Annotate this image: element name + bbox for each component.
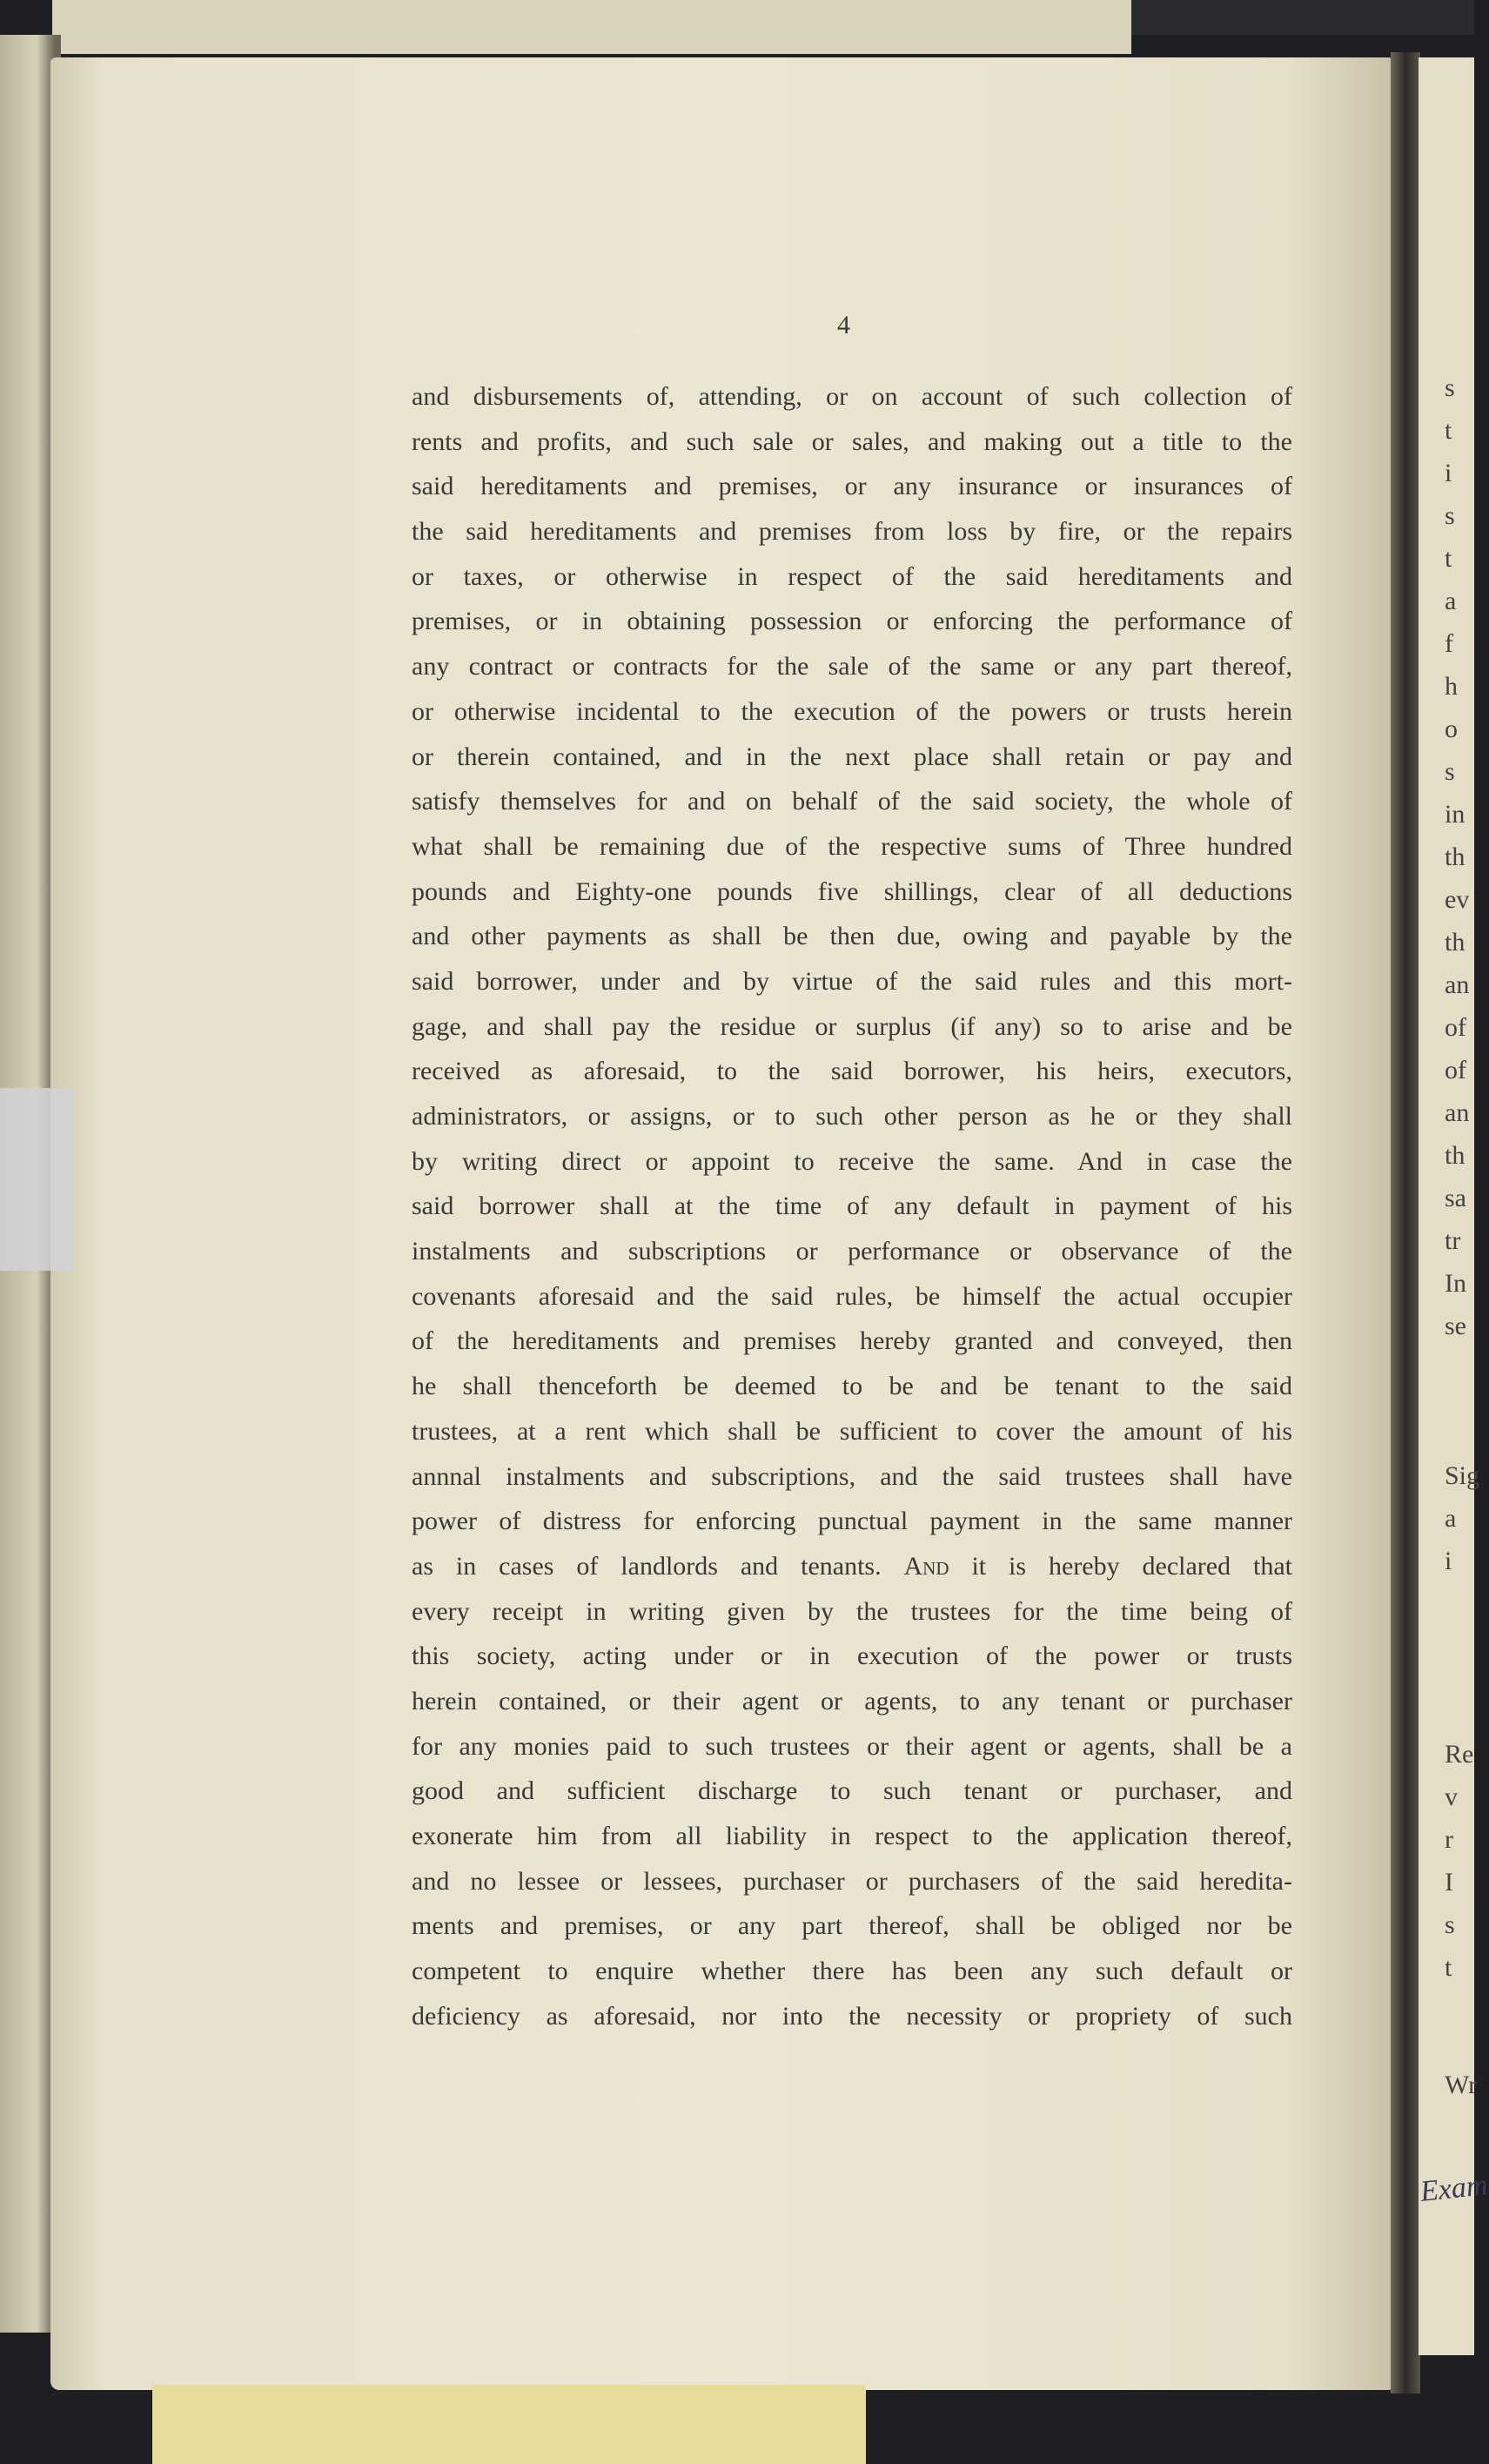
facing-page-fragment: i — [1445, 1547, 1452, 1575]
facing-page-fragment: Sig — [1445, 1461, 1480, 1490]
text-line-content: and other payments as shall be then due, owing and payable by the — [412, 922, 1292, 951]
facing-page-fragment: in — [1445, 800, 1466, 829]
text-line — [412, 1859, 1292, 1904]
text-line-content: or taxes, or otherwise in respect of the said hereditaments and — [412, 561, 1292, 591]
text-line-content: for any monies paid to such trustees or their agent or agents, shall be a — [412, 1731, 1292, 1761]
text-line-content: good and sufficient discharge to such tenant or purchaser, and — [412, 1776, 1292, 1806]
text-line-content: what shall be remaining due of the respective sums of Three hundred — [412, 831, 1292, 861]
text-line — [412, 599, 1292, 644]
facing-page-fragment: th — [1445, 928, 1466, 957]
facing-page-fragment: tr — [1445, 1226, 1461, 1255]
text-line — [412, 1454, 1292, 1500]
facing-page-fragment: i — [1445, 459, 1452, 487]
text-line-content: ments and premises, or any part thereof, shall be obliged nor be — [412, 1911, 1292, 1941]
facing-page-fragment: se — [1445, 1312, 1466, 1340]
text-line-content: trustees, at a rent which shall be sufficient to cover the amount of his — [412, 1416, 1292, 1446]
text-line — [412, 644, 1292, 689]
text-line-content: annnal instalments and subscriptions, and the said trustees shall have — [412, 1461, 1292, 1491]
text-line — [412, 1319, 1292, 1364]
facing-page-fragment: of — [1445, 1013, 1466, 1042]
facing-page-fragments — [1445, 1454, 1479, 1582]
facing-page-fragments — [1445, 1733, 1473, 1989]
text-line-content: said borrower, under and by virtue of the said rules and this mort- — [412, 966, 1292, 996]
text-line — [412, 1634, 1292, 1679]
facing-page — [1419, 57, 1489, 2355]
facing-page-fragment: th — [1445, 1141, 1466, 1170]
text-line — [412, 1814, 1292, 1859]
tape-strip — [0, 1088, 74, 1271]
text-line-content: pounds and Eighty-one pounds five shillings, clear of all deductions — [412, 876, 1292, 906]
text-line — [412, 420, 1292, 465]
text-line — [412, 1903, 1292, 1949]
text-line-content: received as aforesaid, to the said borrower, his heirs, executors, — [412, 1057, 1292, 1086]
facing-page-fragment: s — [1445, 501, 1455, 530]
text-line-content: and disbursements of, attending, or on account of such collection of — [412, 382, 1292, 411]
facing-page-fragment: I — [1445, 1868, 1453, 1897]
facing-page-fragment: of — [1445, 1056, 1466, 1084]
text-line — [412, 1274, 1292, 1319]
page-number: 4 — [837, 311, 850, 339]
text-line — [412, 1184, 1292, 1229]
text-line — [412, 869, 1292, 915]
text-line — [412, 1409, 1292, 1454]
body-text — [412, 374, 1292, 2038]
facing-page-fragment: an — [1445, 1098, 1470, 1127]
facing-page-fragment: ev — [1445, 885, 1470, 914]
text-line — [412, 1004, 1292, 1050]
text-line — [412, 1589, 1292, 1635]
text-line — [412, 1139, 1292, 1185]
text-line — [412, 1949, 1292, 1994]
text-line — [412, 1229, 1292, 1274]
facing-page-fragment: an — [1445, 970, 1470, 999]
text-line-content: gage, and shall pay the residue or surplus (if any) so to arise and be — [412, 1011, 1292, 1041]
paper-tab — [152, 2385, 866, 2464]
facing-page-fragment: s — [1445, 757, 1455, 786]
text-line — [412, 1769, 1292, 1814]
text-line — [412, 1094, 1292, 1139]
text-line — [412, 824, 1292, 869]
text-line-content: any contract or contracts for the sale of the same or any part thereof, — [412, 652, 1292, 681]
text-line-content: or otherwise incidental to the execution of the powers or trusts herein — [412, 696, 1292, 726]
text-line-content: said borrower shall at the time of any default in payment of his — [412, 1192, 1292, 1221]
text-line-content: exonerate him from all liability in respect to the application thereof, — [412, 1822, 1292, 1850]
text-line-content: he shall thenceforth be deemed to be and be tenant to the said — [412, 1372, 1292, 1401]
text-line — [412, 1994, 1292, 2039]
previous-page-edge — [52, 0, 1131, 54]
facing-page-fragment: h — [1445, 672, 1458, 701]
facing-page-fragment: t — [1445, 416, 1452, 445]
text-line-content: it is hereby declared that — [949, 1551, 1292, 1581]
text-line-content: and no lessee or lessees, purchaser or purchasers of the said heredita- — [412, 1866, 1292, 1896]
text-line-content: instalments and subscriptions or performance or observance of the — [412, 1237, 1292, 1266]
text-line-content: deficiency as aforesaid, nor into the necessity or propriety of such — [412, 2001, 1292, 2031]
text-line-content: this society, acting under or in execution of the power or trusts — [412, 1642, 1292, 1671]
facing-page-fragment: a — [1445, 1504, 1457, 1533]
facing-page-fragment: f — [1445, 629, 1453, 658]
facing-page-fragment: v — [1445, 1783, 1458, 1811]
text-line — [412, 1364, 1292, 1409]
text-line — [412, 779, 1292, 824]
text-line-content: or therein contained, and in the next place shall retain or pay and — [412, 742, 1292, 771]
text-line-content: every receipt in writing given by the trustees for the time being of — [412, 1596, 1292, 1626]
text-line-content: covenants aforesaid and the said rules, be himself the actual occupier — [412, 1281, 1292, 1311]
text-line-content: competent to enquire whether there has been any such default or — [412, 1957, 1292, 1986]
facing-page-fragment: s — [1445, 373, 1455, 402]
text-line-content: rents and profits, and such sale or sales, and making out a title to the — [412, 426, 1292, 456]
facing-page-fragment: o — [1445, 715, 1458, 743]
text-line-content: herein contained, or their agent or agents, to any tenant or purchaser — [412, 1686, 1292, 1715]
facing-page-fragment: In — [1445, 1269, 1466, 1298]
facing-page-fragment: sa — [1445, 1184, 1466, 1212]
text-line — [412, 509, 1292, 554]
text-line-content: the said hereditaments and premises from loss by fire, or the repairs — [412, 517, 1292, 547]
scan-background — [1131, 0, 1474, 35]
text-line — [412, 914, 1292, 959]
text-line — [412, 464, 1292, 509]
text-line-content: of the hereditaments and premises hereby granted and conveyed, then — [412, 1326, 1292, 1356]
text-line — [412, 554, 1292, 600]
text-line-content: said hereditaments and premises, or any insurance or insurances of — [412, 472, 1292, 501]
text-line — [412, 1679, 1292, 1724]
book-gutter — [1391, 52, 1420, 2394]
facing-page-fragment: Re — [1445, 1740, 1474, 1769]
text-line — [412, 374, 1292, 420]
text-line-content: premises, or in obtaining possession or enforcing the performance of — [412, 607, 1292, 636]
text-line — [412, 1049, 1292, 1094]
text-line-content: administrators, or assigns, or to such other person as he or they shall — [412, 1102, 1292, 1131]
facing-page-fragment: a — [1445, 587, 1457, 615]
text-line — [412, 1724, 1292, 1769]
text-line-content: by writing direct or appoint to receive the same. And in case the — [412, 1146, 1292, 1176]
text-line — [412, 689, 1292, 735]
facing-page-fragment: t — [1445, 1953, 1452, 1982]
facing-page-fragment: s — [1445, 1910, 1455, 1939]
text-line — [412, 735, 1292, 780]
facing-page-fragments — [1445, 366, 1469, 1347]
text-line-content: power of distress for enforcing punctual payment in the same manner — [412, 1507, 1292, 1536]
text-line-content: satisfy themselves for and on behalf of the said society, the whole of — [412, 787, 1292, 816]
facing-page-fragments — [1445, 2064, 1477, 2106]
facing-page-fragment: Wr — [1445, 2071, 1478, 2099]
facing-page-fragment: th — [1445, 843, 1466, 871]
text-line — [412, 1499, 1292, 1544]
text-line — [412, 1544, 1292, 1589]
facing-page-fragment: t — [1445, 544, 1452, 573]
text-line — [412, 959, 1292, 1004]
facing-page-fragment: r — [1445, 1825, 1453, 1854]
small-caps-word: And — [903, 1551, 949, 1581]
handwritten-note: Exam — [1419, 2169, 1489, 2208]
text-line-content: as in cases of landlords and tenants. — [412, 1551, 882, 1581]
